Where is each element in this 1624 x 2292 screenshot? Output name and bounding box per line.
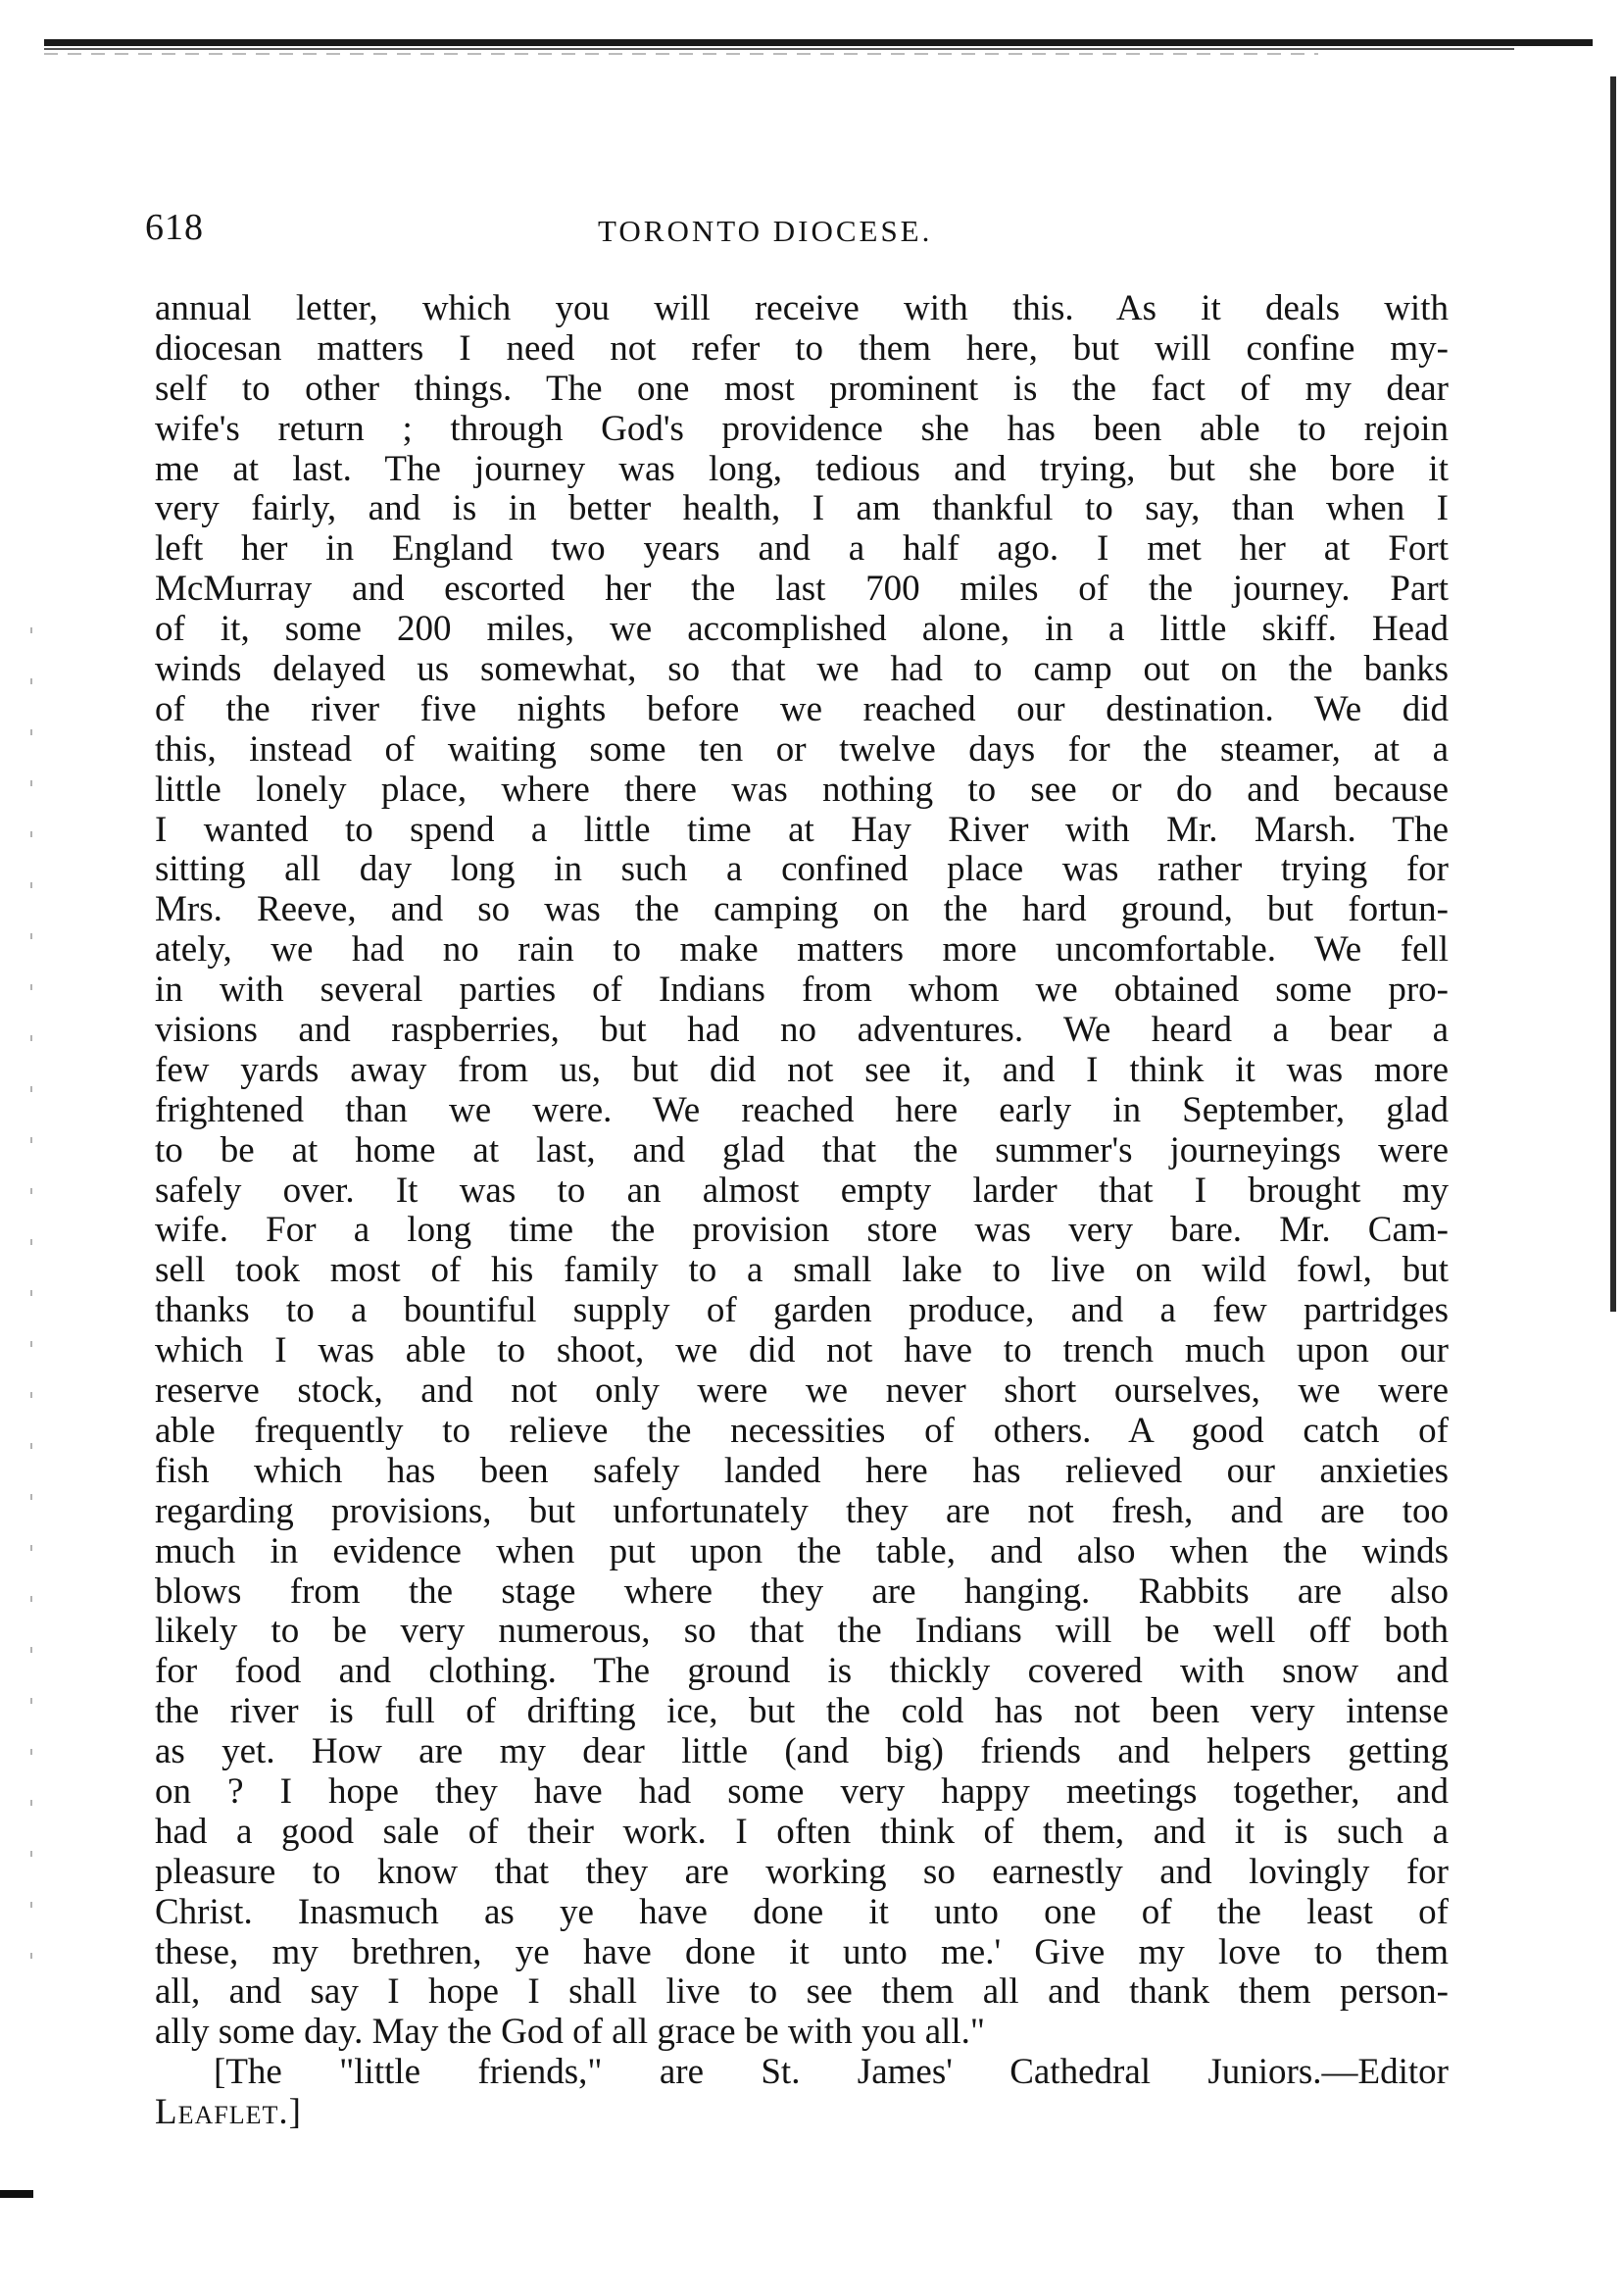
text-line: ately, we had no rain to make matters more uncomfortable. We fell	[155, 929, 1449, 971]
text-line: sitting all day long in such a confined place was rather trying for	[155, 849, 1449, 890]
text-line: able frequently to relieve the necessities of others. A good catch of	[155, 1410, 1449, 1451]
text-line: regarding provisions, but unfortunately they are not fresh, and are too	[155, 1490, 1449, 1531]
text-line: few yards away from us, but did not see it, and I think it was more	[155, 1049, 1449, 1090]
text-line: winds delayed us somewhat, so that we had to camp out on the banks	[155, 649, 1449, 690]
text-line: the river is full of drifting ice, but the cold has not been very intense	[155, 1691, 1449, 1732]
text-line: likely to be very numerous, so that the Indians will be well off both	[155, 1611, 1449, 1652]
ink-blot	[0, 2190, 33, 2198]
text-line: thanks to a bountiful supply of garden produce, and a few partridges	[155, 1290, 1449, 1331]
text-line: sell took most of his family to a small lake to live on wild fowl, but	[155, 1250, 1449, 1291]
text-line: McMurray and escorted her the last 700 miles of the journey. Part	[155, 569, 1449, 610]
text-line: wife's return ; through God's providence she has been able to rejoin	[155, 408, 1449, 449]
text-line: I wanted to spend a little time at Hay River with Mr. Marsh. The	[155, 809, 1449, 850]
text-line: fish which has been safely landed here has relieved our anxieties	[155, 1450, 1449, 1491]
text-line: all, and say I hope I shall live to see them all and thank them person-	[155, 1971, 1449, 2013]
text-line: wife. For a long time the provision store was very bare. Mr. Cam-	[155, 1210, 1449, 1251]
margin-specks	[27, 627, 35, 1980]
text-line: these, my brethren, ye have done it unto me.' Give my love to them	[155, 1931, 1449, 1972]
text-line: safely over. It was to an almost empty larder that I brought my	[155, 1170, 1449, 1211]
text-line: ally some day. May the God of all grace be with you all."	[155, 2012, 986, 2053]
text-line: left her in England two years and a half ago. I met her at Fort	[155, 528, 1449, 570]
text-line: frightened than we were. We reached here early in September, glad	[155, 1089, 1449, 1130]
article-body	[155, 289, 1449, 2133]
text-line: much in evidence when put upon the table, and also when the winds	[155, 1530, 1449, 1571]
text-line: on ? I hope they have had some very happy meetings together, and	[155, 1770, 1449, 1812]
text-line: of the river five nights before we reached our destination. We did	[155, 688, 1449, 729]
text-line: had a good sale of their work. I often think of them, and it is such a	[155, 1811, 1449, 1852]
text-line: as yet. How are my dear little (and big) friends and helpers getting	[155, 1731, 1449, 1772]
text-line: diocesan matters I need not refer to them here, but will confine my-	[155, 327, 1449, 369]
text-line: annual letter, which you will receive with this. As it deals with	[155, 288, 1449, 328]
text-line: pleasure to know that they are working so earnestly and lovingly for	[155, 1851, 1449, 1892]
running-title: TORONTO DIOCESE.	[598, 214, 933, 248]
page-number: 618	[145, 207, 204, 248]
text-line: very fairly, and is in better health, I am thankful to say, than when I	[155, 488, 1449, 529]
text-line: little lonely place, where there was nothing to see or do and because	[155, 769, 1449, 810]
text-line: of it, some 200 miles, we accomplished alone, in a little skiff. Head	[155, 609, 1449, 650]
text-line: Christ. Inasmuch as ye have done it unto one of the least of	[155, 1891, 1449, 1932]
text-line: to be at home at last, and glad that the summer's journeyings were	[155, 1129, 1449, 1171]
text-line: self to other things. The one most prominent is the fact of my dear	[155, 368, 1449, 409]
editor-note-end: Leaflet.]	[155, 2092, 302, 2133]
top-border-rule	[44, 35, 1593, 59]
text-line: this, instead of waiting some ten or twelve days for the steamer, at a	[155, 728, 1449, 770]
text-line: me at last. The journey was long, tedious and trying, but she bore it	[155, 448, 1449, 489]
text-line: for food and clothing. The ground is thickly covered with snow and	[155, 1651, 1449, 1692]
text-line: reserve stock, and not only were we never short ourselves, we were	[155, 1370, 1449, 1412]
text-line: visions and raspberries, but had no adventures. We heard a bear a	[155, 1010, 1449, 1051]
page-edge-mark	[1610, 76, 1616, 1312]
text-line: in with several parties of Indians from whom we obtained some pro-	[155, 970, 1449, 1011]
text-line: Mrs. Reeve, and so was the camping on the hard ground, but fortun-	[155, 889, 1449, 930]
text-line: which I was able to shoot, we did not have to trench much upon our	[155, 1330, 1449, 1371]
editor-note: [The "little friends," are St. James' Cathedral Juniors.—Editor	[214, 2052, 1449, 2093]
text-line: blows from the stage where they are hanging. Rabbits are also	[155, 1570, 1449, 1612]
